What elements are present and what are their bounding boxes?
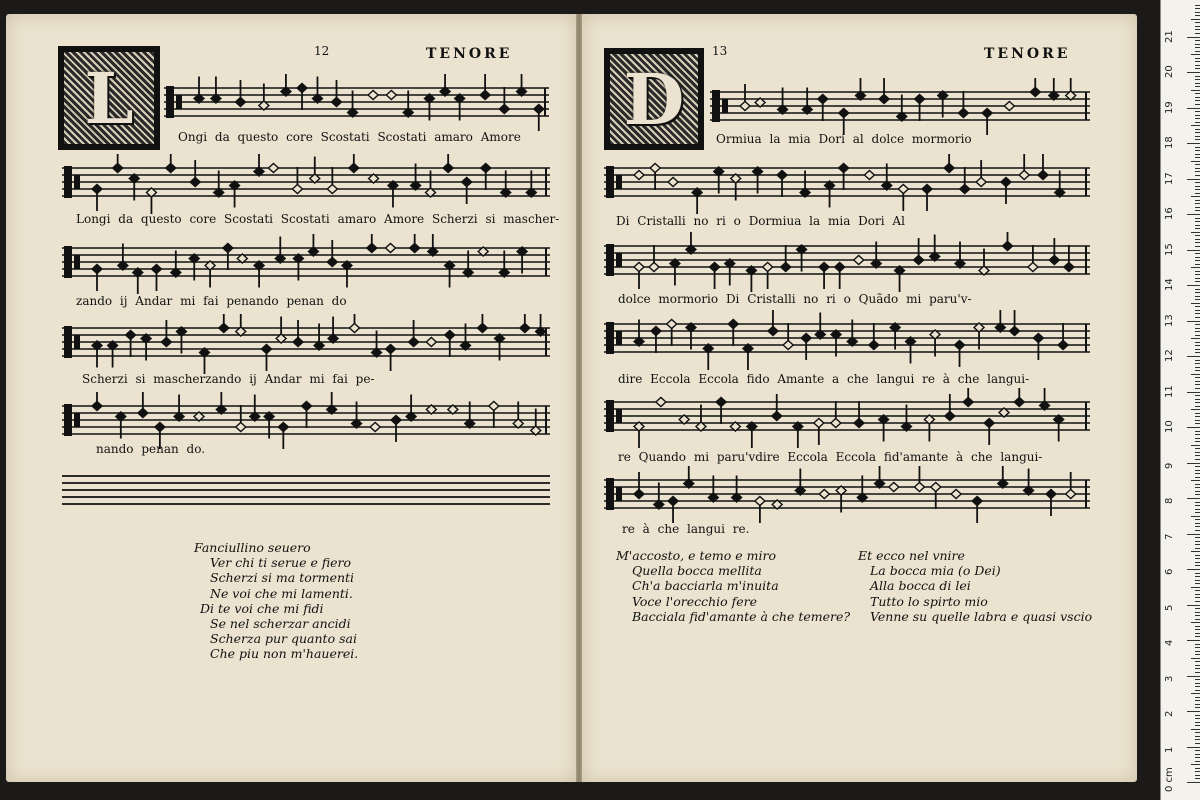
ruler-label: 12 bbox=[1164, 349, 1175, 362]
lyric-line-2: Longi da questo core Scostati Scostati amaro Amore Scherzi si mascher- bbox=[76, 212, 560, 226]
ruler-tick bbox=[1195, 271, 1200, 272]
ruler-tick bbox=[1187, 179, 1200, 180]
ruler-tick bbox=[1195, 438, 1200, 439]
ruler-tick bbox=[1187, 356, 1200, 357]
ruler-tick bbox=[1195, 601, 1200, 602]
poem-stanza-1 bbox=[616, 548, 850, 624]
ruler-tick bbox=[1195, 636, 1200, 637]
ruler-label: 3 bbox=[1164, 675, 1175, 682]
ruler-label: 14 bbox=[1164, 278, 1175, 291]
ruler-tick bbox=[1195, 164, 1200, 165]
ruler-tick bbox=[1195, 484, 1200, 485]
ruler-tick bbox=[1195, 147, 1200, 148]
ruler-tick bbox=[1195, 210, 1200, 211]
ruler-tick bbox=[1195, 583, 1200, 584]
ruler-tick bbox=[1195, 459, 1200, 460]
ruler-tick bbox=[1195, 342, 1200, 343]
ruler-tick bbox=[1191, 161, 1200, 162]
ruler-tick bbox=[1195, 690, 1200, 691]
ruler-tick bbox=[1191, 90, 1200, 91]
ruler-tick bbox=[1195, 725, 1200, 726]
ruler-tick bbox=[1187, 640, 1200, 641]
ruler-tick bbox=[1195, 477, 1200, 478]
ruler-tick bbox=[1191, 622, 1200, 623]
ruler-label: 19 bbox=[1164, 100, 1175, 114]
ruler-tick bbox=[1195, 406, 1200, 407]
music-staff-1 bbox=[710, 78, 1090, 138]
ruler-tick bbox=[1195, 633, 1200, 634]
ruler-tick bbox=[1195, 707, 1200, 708]
ruler-tick bbox=[1195, 565, 1200, 566]
ruler-tick bbox=[1195, 431, 1200, 432]
ruler-tick bbox=[1195, 296, 1200, 297]
lyric-line-6: re à che langui re. bbox=[622, 522, 750, 536]
ruler-tick bbox=[1195, 264, 1200, 265]
ruler-tick bbox=[1195, 12, 1200, 13]
ruler-tick bbox=[1195, 722, 1200, 723]
left-page bbox=[6, 14, 576, 782]
ruler-tick bbox=[1195, 299, 1200, 300]
ruler-tick bbox=[1187, 72, 1200, 73]
ruler-label: 21 bbox=[1164, 29, 1175, 43]
music-staff-6 bbox=[604, 466, 1090, 526]
music-staff-5 bbox=[604, 388, 1090, 448]
ruler-tick bbox=[1195, 597, 1200, 598]
lyric-line-3: dolce mormorio Di Cristalli no ri o Quãdo mi paru'v- bbox=[618, 292, 972, 306]
ruler-tick bbox=[1195, 423, 1200, 424]
ruler-tick bbox=[1195, 544, 1200, 545]
ruler-tick bbox=[1191, 409, 1200, 410]
music-staff-2 bbox=[62, 154, 550, 214]
ruler-tick bbox=[1195, 79, 1200, 80]
page-number: 12 bbox=[314, 44, 330, 58]
ruler-tick bbox=[1191, 303, 1200, 304]
ruler-tick bbox=[1195, 360, 1200, 361]
ruler-tick bbox=[1195, 402, 1200, 403]
ruler-tick bbox=[1195, 171, 1200, 172]
music-staff-4 bbox=[604, 310, 1090, 370]
ruler-tick bbox=[1195, 242, 1200, 243]
ruler-tick bbox=[1195, 115, 1200, 116]
poem-line: Scherzi si ma tormenti bbox=[210, 570, 355, 586]
ruler-tick bbox=[1187, 711, 1200, 712]
ruler-tick bbox=[1195, 644, 1200, 645]
ruler-tick bbox=[1195, 509, 1200, 510]
ruler-label: 9 bbox=[1164, 462, 1175, 469]
ruler-tick bbox=[1195, 665, 1200, 666]
ruler-tick bbox=[1187, 569, 1200, 570]
ruler-tick bbox=[1195, 700, 1200, 701]
ruler-tick bbox=[1195, 548, 1200, 549]
ruler-tick bbox=[1195, 672, 1200, 673]
ruler-tick bbox=[1195, 608, 1200, 609]
ruler-tick bbox=[1191, 551, 1200, 552]
ruler-tick bbox=[1195, 367, 1200, 368]
music-staff-1 bbox=[164, 74, 549, 134]
ruler-tick bbox=[1195, 292, 1200, 293]
ruler-tick bbox=[1191, 729, 1200, 730]
music-staff-3 bbox=[62, 234, 550, 294]
poem-line: Venne su quelle labra e quasi vscio bbox=[870, 608, 1093, 624]
ruler-tick bbox=[1195, 225, 1200, 226]
ruler-tick bbox=[1195, 5, 1200, 6]
ruler-tick bbox=[1195, 203, 1200, 204]
ruler-tick bbox=[1195, 8, 1200, 9]
ruler-tick bbox=[1195, 526, 1200, 527]
ruler-tick bbox=[1195, 65, 1200, 66]
ruler-tick bbox=[1195, 626, 1200, 627]
music-staff-2 bbox=[604, 154, 1090, 214]
ruler-tick bbox=[1195, 68, 1200, 69]
ruler-tick bbox=[1195, 576, 1200, 577]
ruler-tick bbox=[1195, 668, 1200, 669]
ruler-tick bbox=[1195, 541, 1200, 542]
ruler-tick bbox=[1195, 647, 1200, 648]
lyric-line-3: zando ij Andar mi fai penando penan do bbox=[76, 294, 347, 308]
poem-line: La bocca mia (o Dei) bbox=[870, 563, 1001, 579]
ruler-tick bbox=[1195, 388, 1200, 389]
ruler-tick bbox=[1187, 676, 1200, 677]
poem-line: Alla bocca di lei bbox=[870, 578, 971, 594]
ruler-label: 7 bbox=[1164, 533, 1175, 540]
ruler-tick bbox=[1191, 658, 1200, 659]
ruler-tick bbox=[1195, 40, 1200, 41]
ruler-tick bbox=[1195, 150, 1200, 151]
ruler-tick bbox=[1195, 257, 1200, 258]
ruler-tick bbox=[1195, 470, 1200, 471]
ruler-tick bbox=[1195, 771, 1200, 772]
ruler-tick bbox=[1187, 214, 1200, 215]
decorated-initial-d: D bbox=[604, 48, 704, 150]
ruler-tick bbox=[1195, 757, 1200, 758]
ruler-tick bbox=[1187, 321, 1200, 322]
ruler-tick bbox=[1195, 686, 1200, 687]
ruler-label: 10 bbox=[1164, 420, 1175, 433]
ruler-tick bbox=[1195, 381, 1200, 382]
lyric-line-5: re Quando mi paru'vdire Eccola Eccola fid'amante à che langui- bbox=[618, 450, 1043, 464]
decorated-initial-l: L bbox=[58, 46, 160, 150]
ruler-tick bbox=[1195, 289, 1200, 290]
ruler-tick bbox=[1195, 352, 1200, 353]
ruler-tick bbox=[1191, 445, 1200, 446]
ruler-tick bbox=[1191, 516, 1200, 517]
ruler-tick bbox=[1195, 104, 1200, 105]
ruler-tick bbox=[1195, 416, 1200, 417]
ruler-label: 15 bbox=[1164, 242, 1175, 256]
ruler-tick bbox=[1195, 512, 1200, 513]
page-number: 13 bbox=[712, 44, 728, 58]
ruler-tick bbox=[1195, 47, 1200, 48]
ruler-tick bbox=[1195, 51, 1200, 52]
poem-line: Ver chi ti serue e fiero bbox=[210, 555, 352, 571]
ruler-tick bbox=[1195, 186, 1200, 187]
ruler-tick bbox=[1195, 83, 1200, 84]
ruler-tick bbox=[1195, 505, 1200, 506]
ruler-tick bbox=[1195, 654, 1200, 655]
ruler-tick bbox=[1195, 157, 1200, 158]
ruler-tick bbox=[1195, 594, 1200, 595]
ruler-tick bbox=[1195, 154, 1200, 155]
poem-line: Che piu non m'hauerei. bbox=[210, 646, 359, 662]
ruler-label: 5 bbox=[1164, 604, 1175, 611]
ruler-tick bbox=[1195, 218, 1200, 219]
ruler-tick bbox=[1187, 37, 1200, 38]
ruler-tick bbox=[1187, 463, 1200, 464]
ruler-tick bbox=[1195, 619, 1200, 620]
ruler-tick bbox=[1195, 239, 1200, 240]
ruler-tick bbox=[1191, 480, 1200, 481]
ruler-tick bbox=[1195, 349, 1200, 350]
ruler-tick bbox=[1195, 778, 1200, 779]
ruler-tick bbox=[1195, 750, 1200, 751]
ruler-tick bbox=[1195, 207, 1200, 208]
lyric-line-1: Ormiua la mia Dori al dolce mormorio bbox=[716, 132, 972, 146]
ruler-label: 0 cm bbox=[1164, 767, 1175, 792]
ruler-tick bbox=[1195, 122, 1200, 123]
ruler-tick bbox=[1195, 189, 1200, 190]
ruler-tick bbox=[1187, 427, 1200, 428]
ruler-tick bbox=[1187, 392, 1200, 393]
ruler-tick bbox=[1195, 487, 1200, 488]
ruler-tick bbox=[1195, 86, 1200, 87]
ruler-tick bbox=[1191, 125, 1200, 126]
ruler-tick bbox=[1187, 747, 1200, 748]
ruler-tick bbox=[1187, 605, 1200, 606]
ruler-label: 8 bbox=[1164, 497, 1175, 504]
poem-line: M'accosto, e temo e miro bbox=[616, 548, 776, 563]
ruler-tick bbox=[1195, 651, 1200, 652]
ruler-tick bbox=[1195, 132, 1200, 133]
ruler-tick bbox=[1195, 629, 1200, 630]
ruler-tick bbox=[1187, 534, 1200, 535]
ruler-tick bbox=[1195, 175, 1200, 176]
ruler-tick bbox=[1195, 612, 1200, 613]
ruler-tick bbox=[1195, 732, 1200, 733]
ruler-tick bbox=[1195, 661, 1200, 662]
ruler-tick bbox=[1195, 704, 1200, 705]
ruler-tick bbox=[1195, 523, 1200, 524]
ruler-label: 17 bbox=[1164, 171, 1175, 185]
ruler-tick bbox=[1195, 452, 1200, 453]
ruler-tick bbox=[1195, 363, 1200, 364]
ruler-label: 11 bbox=[1164, 384, 1175, 398]
ruler-tick bbox=[1187, 498, 1200, 499]
ruler-tick bbox=[1195, 118, 1200, 119]
ruler-tick bbox=[1187, 782, 1200, 783]
poem-line: Ch'a bacciarla m'inuita bbox=[632, 578, 779, 594]
ruler-tick bbox=[1195, 76, 1200, 77]
ruler-tick bbox=[1191, 232, 1200, 233]
ruler-tick bbox=[1195, 679, 1200, 680]
ruler-tick bbox=[1195, 260, 1200, 261]
ruler-label: 16 bbox=[1164, 207, 1175, 220]
ruler-label: 13 bbox=[1164, 313, 1175, 327]
ruler-tick bbox=[1195, 200, 1200, 201]
ruler-tick bbox=[1195, 718, 1200, 719]
ruler-label: 6 bbox=[1164, 568, 1175, 575]
ruler-tick bbox=[1195, 491, 1200, 492]
music-staff-3 bbox=[604, 232, 1090, 292]
ruler-tick bbox=[1195, 345, 1200, 346]
ruler-tick bbox=[1195, 413, 1200, 414]
right-page bbox=[582, 14, 1137, 782]
ruler-tick bbox=[1195, 615, 1200, 616]
ruler-label: 20 bbox=[1164, 65, 1175, 78]
ruler-tick bbox=[1195, 370, 1200, 371]
ruler-tick bbox=[1195, 310, 1200, 311]
ruler-tick bbox=[1195, 111, 1200, 112]
ruler-tick bbox=[1187, 143, 1200, 144]
ruler-tick bbox=[1195, 331, 1200, 332]
ruler-tick bbox=[1195, 29, 1200, 30]
ruler-tick bbox=[1191, 196, 1200, 197]
ruler-tick bbox=[1195, 736, 1200, 737]
ruler-tick bbox=[1195, 395, 1200, 396]
ruler-tick bbox=[1187, 285, 1200, 286]
measurement-ruler bbox=[1160, 0, 1200, 800]
ruler-tick bbox=[1195, 129, 1200, 130]
ruler-tick bbox=[1195, 697, 1200, 698]
ruler-tick bbox=[1195, 448, 1200, 449]
ruler-tick bbox=[1195, 235, 1200, 236]
lyric-line-1: Ongi da questo core Scostati Scostati amaro Amore bbox=[178, 130, 521, 144]
ruler-tick bbox=[1195, 58, 1200, 59]
part-header: TENORE bbox=[984, 46, 1071, 62]
ruler-tick bbox=[1195, 22, 1200, 23]
part-header: TENORE bbox=[426, 46, 513, 62]
lyric-line-5: nando penan do. bbox=[96, 442, 206, 456]
ruler-tick bbox=[1195, 313, 1200, 314]
ruler-tick bbox=[1195, 555, 1200, 556]
poem-stanza-2 bbox=[858, 548, 1092, 624]
poem-line: Di te voi che mi fidi bbox=[200, 600, 324, 616]
lyric-line-2: Di Cristalli no ri o Dormiua la mia Dori Al bbox=[616, 214, 905, 228]
ruler-tick bbox=[1195, 97, 1200, 98]
ruler-tick bbox=[1195, 441, 1200, 442]
poem-line: Quella bocca mellita bbox=[632, 563, 762, 579]
ruler-tick bbox=[1191, 374, 1200, 375]
ruler-tick bbox=[1195, 278, 1200, 279]
poem-stanza-left bbox=[194, 540, 358, 662]
ruler-tick bbox=[1187, 108, 1200, 109]
ruler-tick bbox=[1195, 324, 1200, 325]
lyric-line-4: dire Eccola Eccola fido Amante a che langui re à che langui- bbox=[618, 372, 1030, 386]
ruler-tick bbox=[1187, 250, 1200, 251]
ruler-tick bbox=[1195, 100, 1200, 101]
poem-line: Bacciala fid'amante à che temere? bbox=[632, 608, 851, 624]
poem-line: Fanciullino seuero bbox=[194, 540, 311, 555]
ruler-label: 2 bbox=[1164, 710, 1175, 717]
ruler-tick bbox=[1195, 306, 1200, 307]
ruler-tick bbox=[1195, 580, 1200, 581]
ruler-tick bbox=[1191, 764, 1200, 765]
ruler-tick bbox=[1195, 683, 1200, 684]
ruler-tick bbox=[1195, 317, 1200, 318]
ruler-tick bbox=[1195, 193, 1200, 194]
ruler-tick bbox=[1191, 693, 1200, 694]
empty-staff bbox=[62, 470, 550, 510]
ruler-tick bbox=[1191, 587, 1200, 588]
ruler-tick bbox=[1195, 754, 1200, 755]
ruler-tick bbox=[1195, 768, 1200, 769]
ruler-tick bbox=[1195, 434, 1200, 435]
ruler-tick bbox=[1195, 494, 1200, 495]
ruler-tick bbox=[1195, 502, 1200, 503]
ruler-tick bbox=[1195, 384, 1200, 385]
ruler-tick bbox=[1195, 221, 1200, 222]
ruler-tick bbox=[1195, 590, 1200, 591]
ruler-tick bbox=[1195, 399, 1200, 400]
ruler-tick bbox=[1195, 281, 1200, 282]
ruler-tick bbox=[1195, 274, 1200, 275]
poem-line: Ne voi che mi lamenti. bbox=[210, 585, 353, 601]
poem-line: Et ecco nel vnire bbox=[858, 548, 965, 563]
ruler-tick bbox=[1195, 253, 1200, 254]
ruler-tick bbox=[1195, 455, 1200, 456]
ruler-tick bbox=[1195, 139, 1200, 140]
ruler-tick bbox=[1195, 743, 1200, 744]
ruler-tick bbox=[1195, 377, 1200, 378]
music-staff-4 bbox=[62, 314, 550, 374]
ruler-tick bbox=[1195, 519, 1200, 520]
poem-line: Voce l'orecchio fere bbox=[632, 593, 758, 609]
ruler-tick bbox=[1195, 136, 1200, 137]
ruler-tick bbox=[1195, 562, 1200, 563]
ruler-tick bbox=[1195, 473, 1200, 474]
ruler-tick bbox=[1195, 761, 1200, 762]
ruler-tick bbox=[1191, 338, 1200, 339]
ruler-tick bbox=[1195, 558, 1200, 559]
ruler-tick bbox=[1195, 61, 1200, 62]
ruler-tick bbox=[1195, 328, 1200, 329]
ruler-tick bbox=[1195, 44, 1200, 45]
ruler-tick bbox=[1195, 335, 1200, 336]
ruler-tick bbox=[1195, 739, 1200, 740]
ruler-tick bbox=[1191, 267, 1200, 268]
ruler-tick bbox=[1195, 228, 1200, 229]
ruler-tick bbox=[1191, 54, 1200, 55]
ruler-label: 18 bbox=[1164, 136, 1175, 149]
lyric-line-4: Scherzi si mascherzando ij Andar mi fai pe- bbox=[82, 372, 375, 386]
ruler-tick bbox=[1195, 168, 1200, 169]
ruler-tick bbox=[1195, 420, 1200, 421]
ruler-tick bbox=[1195, 93, 1200, 94]
ruler-tick bbox=[1195, 530, 1200, 531]
poem-line: Scherza pur quanto sai bbox=[210, 631, 357, 647]
ruler-tick bbox=[1195, 775, 1200, 776]
ruler-tick bbox=[1195, 33, 1200, 34]
ruler-label: 4 bbox=[1164, 639, 1175, 646]
ruler-tick bbox=[1195, 246, 1200, 247]
ruler-label: 1 bbox=[1164, 746, 1175, 753]
ruler-tick bbox=[1195, 182, 1200, 183]
poem-line: Se nel scherzar ancidi bbox=[210, 616, 351, 632]
ruler-tick bbox=[1195, 26, 1200, 27]
ruler-tick bbox=[1195, 466, 1200, 467]
ruler-tick bbox=[1195, 573, 1200, 574]
ruler-tick bbox=[1195, 15, 1200, 16]
ruler-tick bbox=[1195, 537, 1200, 538]
ruler-tick bbox=[1195, 715, 1200, 716]
poem-line: Tutto lo spirto mio bbox=[870, 593, 988, 609]
ruler-tick bbox=[1191, 19, 1200, 20]
